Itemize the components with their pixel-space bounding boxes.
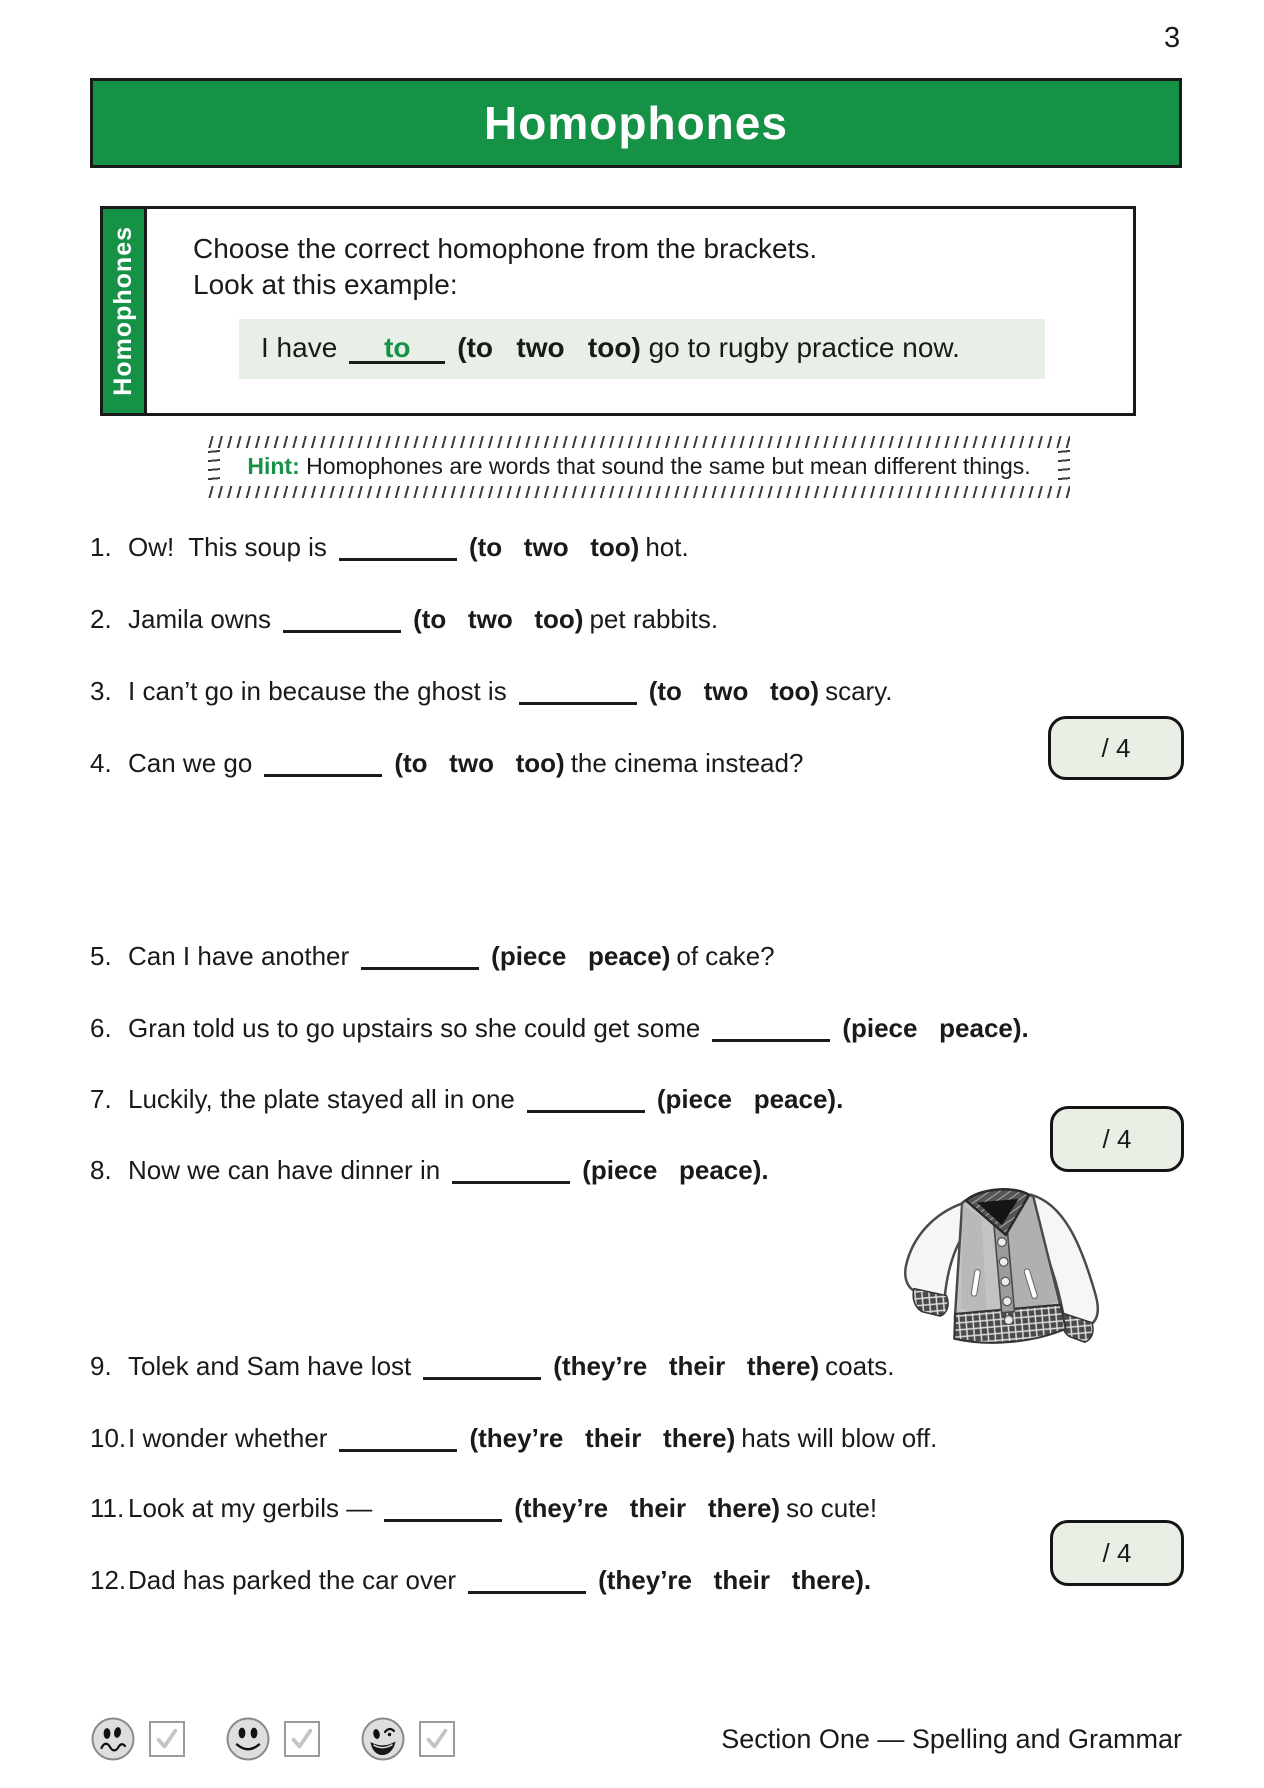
question-text-after: so cute!: [786, 1493, 878, 1523]
score-box[interactable]: [1048, 716, 1184, 780]
worried-checkbox[interactable]: [149, 1721, 185, 1757]
instruction-line-1: Choose the correct homophone from the brackets.: [193, 233, 818, 264]
question-row: [90, 1082, 1220, 1116]
question-text-after: pet rabbits.: [589, 604, 719, 634]
hint-border-bottom: [208, 486, 1070, 498]
hint-box: [208, 436, 1070, 498]
hint-border-right: [1058, 448, 1070, 486]
hint-border-left: [208, 448, 220, 486]
bracket-options: (they’re their there): [469, 1423, 736, 1453]
winking-face-icon: [360, 1716, 406, 1762]
smiling-face-icon: [225, 1716, 271, 1762]
question-row: [90, 1491, 1220, 1525]
question-row: [90, 1011, 1220, 1045]
check-icon: [152, 1724, 182, 1754]
score-label: / 4: [1102, 1123, 1132, 1154]
question-text-before: Can I have another: [128, 941, 350, 971]
answer-blank[interactable]: [264, 751, 382, 777]
answer-blank[interactable]: [339, 1426, 457, 1452]
question-number: 10.: [90, 1423, 127, 1453]
question-text-before: Can we go: [128, 748, 253, 778]
winking-checkbox[interactable]: [419, 1721, 455, 1757]
question-text-before: Ow! This soup is: [128, 532, 327, 562]
score-label: / 4: [1101, 732, 1131, 763]
question-row: [90, 674, 1220, 708]
answer-blank[interactable]: [452, 1158, 570, 1184]
example-instructions: [147, 209, 1133, 379]
bracket-options: (piece peace): [491, 941, 671, 971]
bracket-options: (to two too): [394, 748, 565, 778]
question-text-before: Gran told us to go upstairs so she could get some: [128, 1013, 701, 1043]
section-tab: [103, 209, 147, 413]
check-icon: [287, 1724, 317, 1754]
question-text-before: Look at my gerbils —: [128, 1493, 373, 1523]
question-row: [90, 602, 1220, 636]
bracket-options: (piece peace).: [582, 1155, 769, 1185]
score-box[interactable]: [1050, 1106, 1184, 1172]
worried-face-icon: [90, 1716, 136, 1762]
bracket-options: (to two too): [468, 532, 640, 562]
hint-body: Homophones are words that sound the same but mean different things.: [306, 453, 1031, 479]
question-number: 3.: [90, 676, 112, 706]
question-text-after: coats.: [825, 1351, 895, 1381]
question-row: [90, 530, 1220, 564]
instruction-line-2: Look at this example:: [193, 269, 458, 300]
example-box: [100, 206, 1136, 416]
bracket-options: (piece peace).: [842, 1013, 1029, 1043]
answer-blank[interactable]: [339, 535, 457, 561]
bracket-options: (they’re their there): [514, 1493, 781, 1523]
question-text-before: I can’t go in because the ghost is: [128, 676, 507, 706]
page-number: 3: [1164, 22, 1181, 54]
smiling-checkbox[interactable]: [284, 1721, 320, 1757]
title-banner: [90, 78, 1182, 168]
question-text-after: the cinema instead?: [570, 748, 804, 778]
question-number: 9.: [90, 1351, 112, 1381]
question-text-after: hot.: [645, 532, 689, 562]
bracket-options: (to two too): [413, 604, 584, 634]
question-text-before: I wonder whether: [128, 1423, 328, 1453]
question-text-before: Dad has parked the car over: [128, 1565, 457, 1595]
question-number: 11.: [90, 1493, 125, 1523]
question-row: [90, 1421, 1220, 1455]
answer-blank[interactable]: [423, 1354, 541, 1380]
question-row: [90, 939, 1220, 973]
hint-text: [220, 448, 1058, 486]
self-assessment-row: [90, 1716, 455, 1762]
answer-blank[interactable]: [468, 1568, 586, 1594]
answer-blank[interactable]: [361, 944, 479, 970]
question-text-after: scary.: [825, 676, 893, 706]
question-text-before: Tolek and Sam have lost: [128, 1351, 412, 1381]
question-text-before: Now we can have dinner in: [128, 1155, 441, 1185]
example-sentence: [239, 319, 1045, 379]
bracket-options: (piece peace).: [656, 1084, 844, 1114]
hint-label: Hint:: [247, 453, 300, 479]
answer-blank[interactable]: [527, 1087, 645, 1113]
example-sentence-start: I have: [261, 332, 338, 363]
answer-blank[interactable]: [283, 607, 401, 633]
footer-section-label: Section One — Spelling and Grammar: [721, 1724, 1182, 1754]
question-number: 5.: [90, 941, 112, 971]
answer-blank[interactable]: [712, 1016, 830, 1042]
example-sentence-end: go to rugby practice now.: [648, 332, 960, 363]
answer-blank[interactable]: [384, 1496, 502, 1522]
question-text-after: hats will blow off.: [741, 1423, 938, 1453]
question-text-before: Jamila owns: [128, 604, 272, 634]
question-row: [90, 1349, 1220, 1383]
bracket-options: (they’re their there): [553, 1351, 820, 1381]
check-icon: [422, 1724, 452, 1754]
bracket-options: (to two too): [648, 676, 820, 706]
page-title: Homophones: [484, 97, 788, 149]
question-number: 2.: [90, 604, 112, 634]
section-tab-label: Homophones: [109, 226, 137, 396]
example-bracket-options: (to two too): [457, 332, 641, 363]
varsity-jacket-illustration: [886, 1156, 1118, 1364]
question-number: 7.: [90, 1084, 112, 1114]
hint-border-top: [208, 436, 1070, 448]
question-text-after: of cake?: [676, 941, 775, 971]
example-answer-blank: to: [349, 335, 445, 364]
question-number: 12.: [90, 1565, 127, 1595]
question-number: 4.: [90, 748, 112, 778]
question-number: 8.: [90, 1155, 112, 1185]
question-text-before: Luckily, the plate stayed all in one: [128, 1084, 515, 1114]
answer-blank[interactable]: [519, 679, 637, 705]
score-box[interactable]: [1050, 1520, 1184, 1586]
bracket-options: (they’re their there).: [598, 1565, 872, 1595]
score-label: / 4: [1102, 1537, 1132, 1568]
question-number: 6.: [90, 1013, 112, 1043]
question-number: 1.: [90, 532, 112, 562]
